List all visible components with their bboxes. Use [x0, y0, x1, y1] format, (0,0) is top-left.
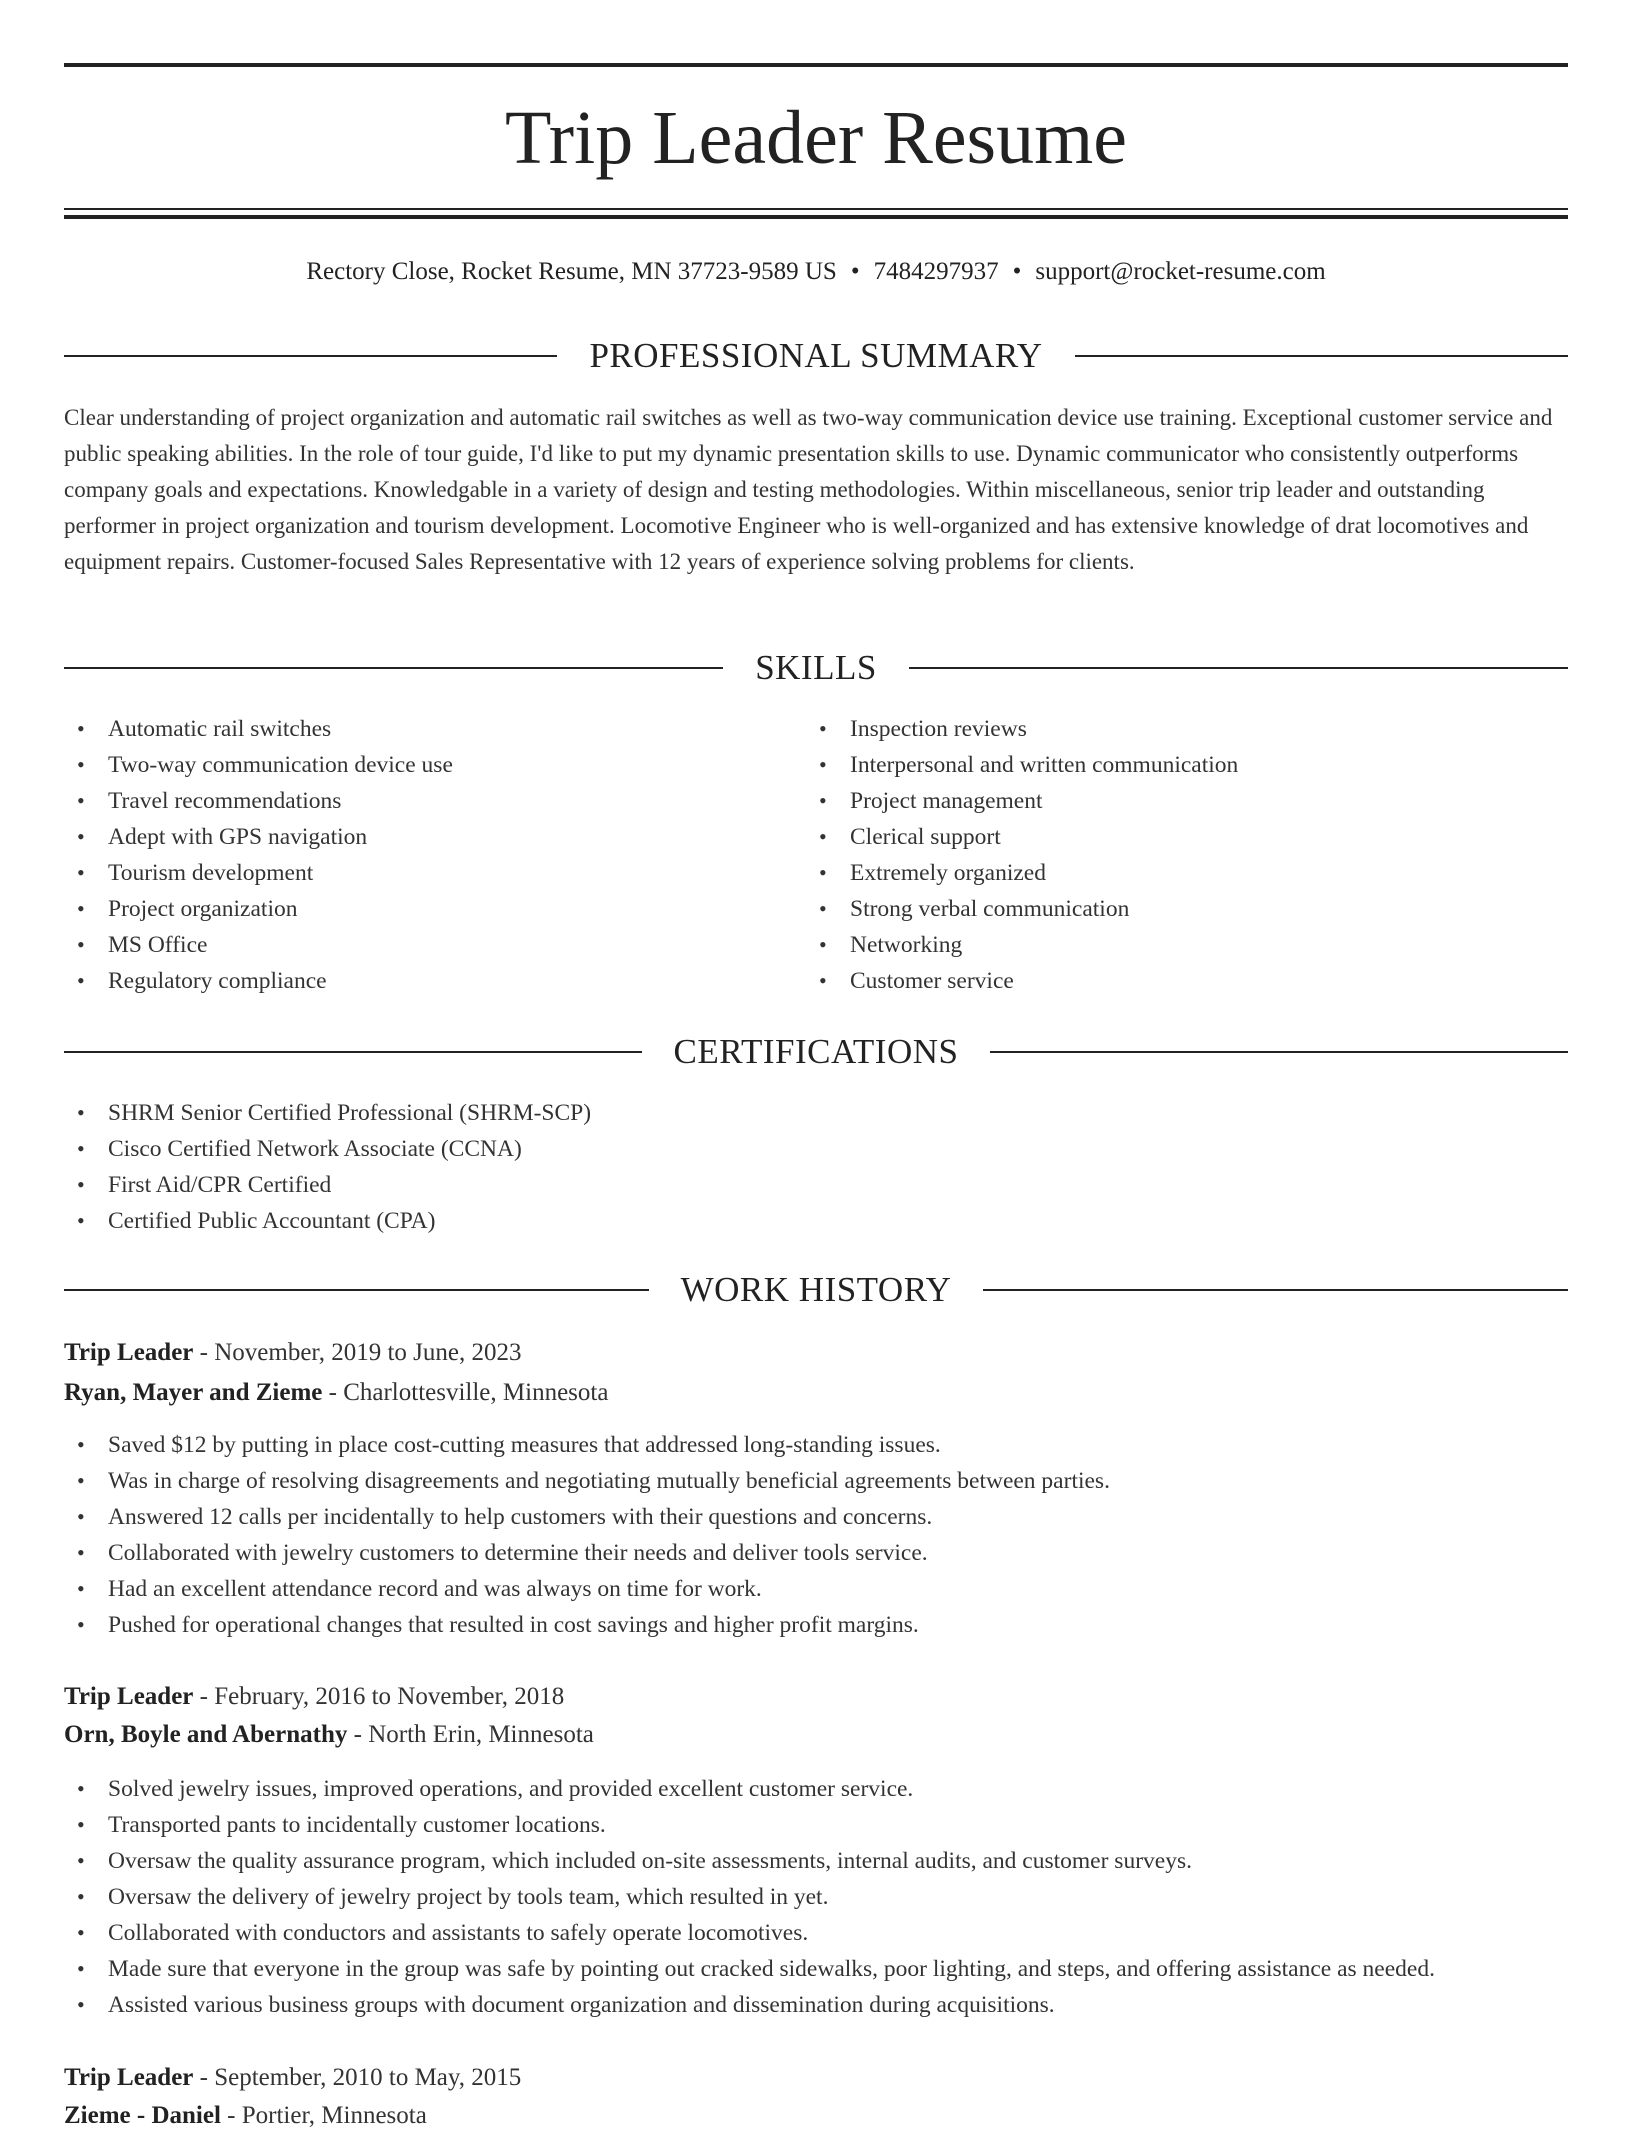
skill-item: • Regulatory compliance: [64, 963, 764, 999]
skill-item: • Automatic rail switches: [64, 711, 764, 747]
contact-separator: •: [1012, 258, 1022, 285]
job-company-line: Ryan, Mayer and Zieme - Charlottesville, Minnesota: [64, 1379, 609, 1406]
contact-separator: •: [850, 258, 860, 285]
job-company: Zieme - Daniel: [64, 2102, 221, 2129]
job-bullet: • Was in charge of resolving disagreements and negotiating mutually beneficial agreements between parties.: [64, 1463, 1564, 1499]
skill-item: • Strong verbal communication: [806, 891, 1566, 927]
skill-item: • Tourism development: [64, 855, 764, 891]
job-dates: September, 2010 to May, 2015: [214, 2064, 522, 2091]
heading-rule: [909, 667, 1568, 669]
section-title: SKILLS: [755, 648, 877, 687]
resume-title: Trip Leader Resume: [505, 96, 1127, 180]
skill-item: • Two-way communication device use: [64, 747, 764, 783]
skill-item: • Interpersonal and written communication: [806, 747, 1566, 783]
heading-rule: [64, 1289, 649, 1291]
job-company-line: Orn, Boyle and Abernathy - North Erin, Minnesota: [64, 1721, 594, 1748]
summary-text: Clear understanding of project organization and automatic rail switches as well as two-way communication device use training. Exceptional customer service and public speaking abilities. In the role of tour guide, I'd like to put my dynamic presentation skills to use. Dynamic communicator who consistently outperforms company goals and expectations. Knowledgable in a variety of design and testing methodologies. Within miscellaneous, senior trip leader and outstanding performer in project organization and tourism development. Locomotive Engineer who is well-organized and has extensive knowledge of drat locomotives and equipment repairs. Customer-focused Sales Representative with 12 years of experience solving problems for clients.: [64, 405, 1553, 574]
job-bullet: • Made sure that everyone in the group was safe by pointing out cracked sidewalks, poor lighting, and steps, and offering assistance as needed.: [64, 1951, 1624, 1987]
skill-item: • Clerical support: [806, 819, 1566, 855]
skill-item: • Project management: [806, 783, 1566, 819]
certification-item: • Certified Public Accountant (CPA): [64, 1203, 1564, 1239]
section-heading-work-history: [64, 1270, 1568, 1310]
heading-rule: [983, 1289, 1568, 1291]
section-heading-certifications: [64, 1032, 1568, 1072]
certification-item: • Cisco Certified Network Associate (CCNA): [64, 1131, 1564, 1167]
job-bullets: [64, 1771, 1624, 2023]
job-bullet: • Transported pants to incidentally customer locations.: [64, 1807, 1624, 1843]
heading-rule: [1075, 355, 1568, 357]
job-title: Trip Leader: [64, 1339, 194, 1366]
job-title-line: Trip Leader - February, 2016 to November, 2018: [64, 1683, 565, 1710]
section-title: CERTIFICATIONS: [673, 1032, 959, 1071]
job-bullet: • Oversaw the quality assurance program, which included on-site assessments, internal audits, and customer surveys.: [64, 1843, 1624, 1879]
job-dates: February, 2016 to November, 2018: [214, 1683, 565, 1710]
skill-item: • Networking: [806, 927, 1566, 963]
skill-item: • Extremely organized: [806, 855, 1566, 891]
heading-rule: [64, 667, 723, 669]
job-company-line: Zieme - Daniel - Portier, Minnesota: [64, 2102, 427, 2129]
job-bullet: • Answered 12 calls per incidentally to help customers with their questions and concerns.: [64, 1499, 1564, 1535]
job-bullet: • Oversaw the delivery of jewelry project by tools team, which resulted in yet.: [64, 1879, 1624, 1915]
job-bullet: • Assisted various business groups with document organization and dissemination during acquisitions.: [64, 1987, 1624, 2023]
job-location: Charlottesville, Minnesota: [343, 1379, 609, 1406]
contact-phone: 7484297937: [873, 258, 999, 285]
section-title: WORK HISTORY: [680, 1270, 952, 1309]
job-company: Orn, Boyle and Abernathy: [64, 1721, 348, 1748]
job-bullet: • Solved jewelry issues, improved operations, and provided excellent customer service.: [64, 1771, 1624, 1807]
title-rule-top: [64, 63, 1568, 67]
heading-rule: [990, 1051, 1568, 1053]
job-bullet: • Had an excellent attendance record and was always on time for work.: [64, 1571, 1564, 1607]
job-bullet: • Collaborated with jewelry customers to determine their needs and deliver tools service.: [64, 1535, 1564, 1571]
title-rule-bottom-thick: [64, 215, 1568, 219]
skill-item: • Travel recommendations: [64, 783, 764, 819]
job-title: Trip Leader: [64, 2064, 194, 2091]
job-title: Trip Leader: [64, 1683, 194, 1710]
job-title-line: Trip Leader - November, 2019 to June, 2023: [64, 1339, 522, 1366]
heading-rule: [64, 355, 557, 357]
job-bullet: • Saved $12 by putting in place cost-cutting measures that addressed long-standing issues.: [64, 1427, 1564, 1463]
heading-rule: [64, 1051, 642, 1053]
title-rule-bottom: [64, 208, 1568, 210]
certification-item: • SHRM Senior Certified Professional (SHRM-SCP): [64, 1095, 1564, 1131]
certification-item: • First Aid/CPR Certified: [64, 1167, 1564, 1203]
job-bullet: • Collaborated with conductors and assistants to safely operate locomotives.: [64, 1915, 1624, 1951]
job-location: North Erin, Minnesota: [368, 1721, 594, 1748]
section-heading-skills: [64, 648, 1568, 688]
job-title-line: Trip Leader - September, 2010 to May, 2015: [64, 2064, 522, 2091]
section-heading-summary: [64, 336, 1568, 376]
skills-list-left: [64, 711, 764, 999]
job-dates: November, 2019 to June, 2023: [214, 1339, 522, 1366]
skills-list-right: [806, 711, 1566, 999]
job-company: Ryan, Mayer and Zieme: [64, 1379, 323, 1406]
contact-email: support@rocket-resume.com: [1035, 258, 1326, 285]
job-bullets: [64, 1427, 1564, 1643]
skill-item: • Project organization: [64, 891, 764, 927]
job-location: Portier, Minnesota: [241, 2102, 427, 2129]
certifications-list: [64, 1095, 1564, 1239]
skill-item: • Adept with GPS navigation: [64, 819, 764, 855]
section-title: PROFESSIONAL SUMMARY: [589, 336, 1043, 375]
skill-item: • MS Office: [64, 927, 764, 963]
job-bullet: • Pushed for operational changes that resulted in cost savings and higher profit margins.: [64, 1607, 1564, 1643]
skill-item: • Inspection reviews: [806, 711, 1566, 747]
skill-item: • Customer service: [806, 963, 1566, 999]
contact-line: [64, 254, 1568, 290]
contact-address: Rectory Close, Rocket Resume, MN 37723-9589 US: [306, 258, 837, 285]
